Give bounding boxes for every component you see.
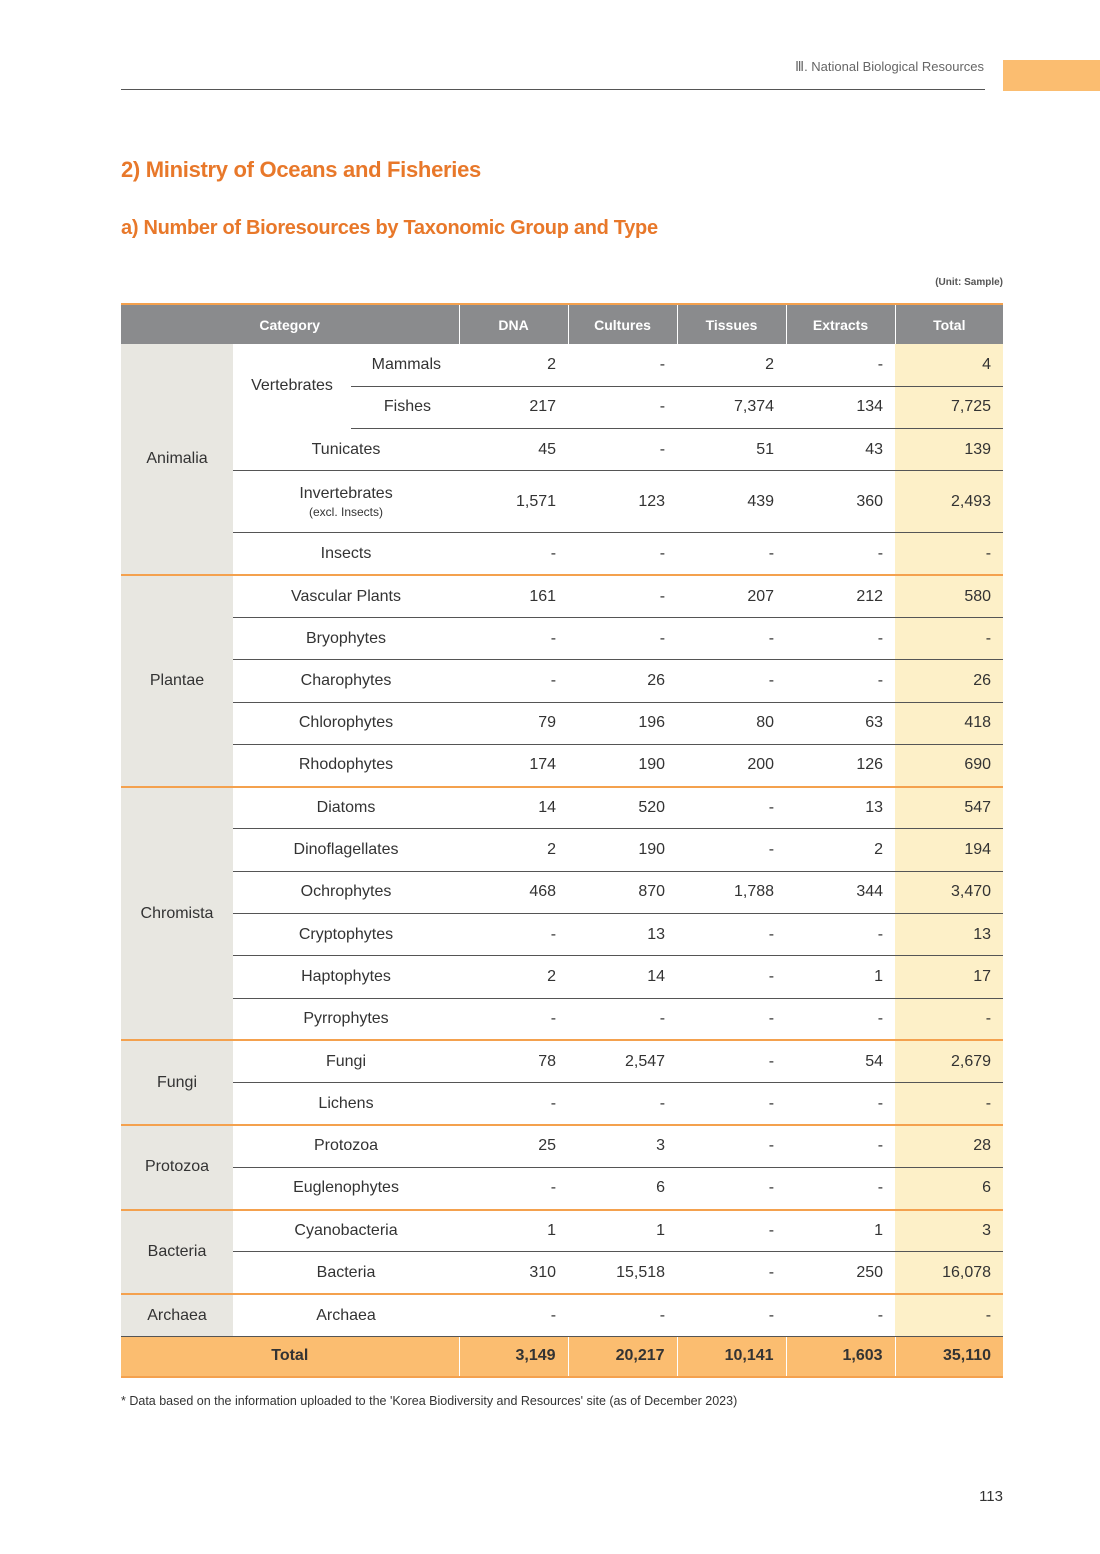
table-row xyxy=(121,1040,1003,1082)
cell-tissues: - xyxy=(677,1252,786,1294)
unit-note: (Unit: Sample) xyxy=(935,277,1003,288)
cell-tissues: - xyxy=(677,787,786,829)
cell-tissues: 7,374 xyxy=(677,386,786,428)
cell-total: 7,725 xyxy=(895,386,1003,428)
cell-total: 3 xyxy=(895,1210,1003,1252)
cell-cultures: 870 xyxy=(568,871,677,913)
cell-dna: 2 xyxy=(459,829,568,871)
table-title: a) Number of Bioresources by Taxonomic Group and Type xyxy=(121,217,658,239)
cell-extracts: 250 xyxy=(786,1252,895,1294)
page-number: 113 xyxy=(979,1488,1003,1505)
row-label-text: Invertebrates xyxy=(299,484,393,502)
cell-cultures: 13 xyxy=(568,914,677,956)
cell-cultures: 190 xyxy=(568,829,677,871)
header-tab-marker xyxy=(1003,60,1100,91)
cell-total: - xyxy=(895,1294,1003,1336)
cell-dna: - xyxy=(459,914,568,956)
col-header-cultures: Cultures xyxy=(568,304,677,344)
row-label: Dinoflagellates xyxy=(233,829,459,871)
cell-cultures: - xyxy=(568,617,677,659)
cell-total: 3,470 xyxy=(895,871,1003,913)
cell-cultures: - xyxy=(568,1083,677,1125)
kingdom-label: Animalia xyxy=(121,344,233,575)
total-tissues: 10,141 xyxy=(677,1337,786,1377)
cell-cultures: - xyxy=(568,1294,677,1336)
row-label: Fishes xyxy=(351,386,459,428)
col-header-category: Category xyxy=(121,304,459,344)
table-row xyxy=(121,1252,1003,1294)
cell-cultures: 190 xyxy=(568,744,677,786)
cell-dna: - xyxy=(459,1294,568,1336)
cell-dna: 217 xyxy=(459,386,568,428)
row-label: Tunicates xyxy=(233,429,459,471)
table-header-row xyxy=(121,304,1003,344)
cell-total: 690 xyxy=(895,744,1003,786)
cell-total: - xyxy=(895,617,1003,659)
cell-tissues: 51 xyxy=(677,429,786,471)
cell-total: 26 xyxy=(895,660,1003,702)
cell-dna: 2 xyxy=(459,956,568,998)
table-row xyxy=(121,660,1003,702)
cell-dna: - xyxy=(459,1083,568,1125)
cell-total: 2,679 xyxy=(895,1040,1003,1082)
row-label: Pyrrophytes xyxy=(233,998,459,1040)
cell-dna: 310 xyxy=(459,1252,568,1294)
row-label: Mammals xyxy=(351,344,459,386)
cell-dna: 161 xyxy=(459,575,568,617)
cell-extracts: - xyxy=(786,1125,895,1167)
cell-dna: - xyxy=(459,998,568,1040)
cell-total: 2,493 xyxy=(895,471,1003,533)
table-row xyxy=(121,471,1003,533)
total-dna: 3,149 xyxy=(459,1337,568,1377)
cell-dna: - xyxy=(459,533,568,575)
cell-cultures: 15,518 xyxy=(568,1252,677,1294)
cell-tissues: 80 xyxy=(677,702,786,744)
cell-tissues: - xyxy=(677,1125,786,1167)
cell-tissues: - xyxy=(677,660,786,702)
kingdom-label: Plantae xyxy=(121,575,233,786)
cell-cultures: - xyxy=(568,344,677,386)
table-row xyxy=(121,702,1003,744)
cell-extracts: 43 xyxy=(786,429,895,471)
footnote: * Data based on the information uploaded to the 'Korea Biodiversity and Resources' site (as of December 2023) xyxy=(121,1394,738,1408)
cell-cultures: - xyxy=(568,533,677,575)
cell-extracts: 1 xyxy=(786,956,895,998)
row-label: Euglenophytes xyxy=(233,1167,459,1209)
cell-dna: 1 xyxy=(459,1210,568,1252)
cell-dna: - xyxy=(459,660,568,702)
cell-total: 194 xyxy=(895,829,1003,871)
row-label: Bacteria xyxy=(233,1252,459,1294)
table-row xyxy=(121,344,1003,386)
cell-extracts: - xyxy=(786,998,895,1040)
row-label-note: (excl. Insects) xyxy=(309,504,384,519)
table-row xyxy=(121,914,1003,956)
cell-cultures: - xyxy=(568,998,677,1040)
col-header-tissues: Tissues xyxy=(677,304,786,344)
row-label: Bryophytes xyxy=(233,617,459,659)
col-header-dna: DNA xyxy=(459,304,568,344)
table-row xyxy=(121,1083,1003,1125)
cell-tissues: 200 xyxy=(677,744,786,786)
cell-tissues: - xyxy=(677,1040,786,1082)
row-label: Protozoa xyxy=(233,1125,459,1167)
kingdom-label: Chromista xyxy=(121,787,233,1041)
cell-tissues: - xyxy=(677,1210,786,1252)
cell-extracts: 126 xyxy=(786,744,895,786)
cell-tissues: - xyxy=(677,617,786,659)
total-total: 35,110 xyxy=(895,1337,1003,1377)
table-row xyxy=(121,617,1003,659)
cell-total: 139 xyxy=(895,429,1003,471)
cell-cultures: - xyxy=(568,429,677,471)
row-label: Insects xyxy=(233,533,459,575)
cell-total: 4 xyxy=(895,344,1003,386)
cell-cultures: 123 xyxy=(568,471,677,533)
cell-total: 418 xyxy=(895,702,1003,744)
kingdom-label: Bacteria xyxy=(121,1210,233,1295)
table-row xyxy=(121,829,1003,871)
cell-total: 16,078 xyxy=(895,1252,1003,1294)
cell-tissues: 207 xyxy=(677,575,786,617)
section-title: 2) Ministry of Oceans and Fisheries xyxy=(121,157,481,182)
cell-total: - xyxy=(895,533,1003,575)
table-row xyxy=(121,1167,1003,1209)
cell-tissues: - xyxy=(677,998,786,1040)
cell-tissues: - xyxy=(677,956,786,998)
cell-total: - xyxy=(895,998,1003,1040)
kingdom-label: Fungi xyxy=(121,1040,233,1125)
cell-total: 6 xyxy=(895,1167,1003,1209)
row-label: Cyanobacteria xyxy=(233,1210,459,1252)
kingdom-label: Archaea xyxy=(121,1294,233,1336)
cell-extracts: - xyxy=(786,1167,895,1209)
cell-cultures: 14 xyxy=(568,956,677,998)
cell-dna: 78 xyxy=(459,1040,568,1082)
row-label: Ochrophytes xyxy=(233,871,459,913)
cell-extracts: 344 xyxy=(786,871,895,913)
cell-total: 17 xyxy=(895,956,1003,998)
cell-extracts: 54 xyxy=(786,1040,895,1082)
row-label: Charophytes xyxy=(233,660,459,702)
cell-tissues: - xyxy=(677,914,786,956)
cell-extracts: 360 xyxy=(786,471,895,533)
cell-extracts: 212 xyxy=(786,575,895,617)
col-header-total: Total xyxy=(895,304,1003,344)
cell-extracts: 63 xyxy=(786,702,895,744)
cell-dna: - xyxy=(459,1167,568,1209)
row-label: Chlorophytes xyxy=(233,702,459,744)
total-extracts: 1,603 xyxy=(786,1337,895,1377)
header-rule xyxy=(121,89,985,90)
cell-extracts: - xyxy=(786,1083,895,1125)
cell-cultures: 2,547 xyxy=(568,1040,677,1082)
cell-cultures: 26 xyxy=(568,660,677,702)
running-header: Ⅲ. National Biological Resources xyxy=(795,59,984,74)
cell-extracts: 134 xyxy=(786,386,895,428)
total-label: Total xyxy=(121,1337,459,1377)
cell-cultures: - xyxy=(568,575,677,617)
cell-tissues: 1,788 xyxy=(677,871,786,913)
cell-dna: 1,571 xyxy=(459,471,568,533)
cell-cultures: - xyxy=(568,386,677,428)
col-header-extracts: Extracts xyxy=(786,304,895,344)
row-label: Diatoms xyxy=(233,787,459,829)
cell-dna: 25 xyxy=(459,1125,568,1167)
cell-tissues: 439 xyxy=(677,471,786,533)
cell-tissues: 2 xyxy=(677,344,786,386)
cell-extracts: - xyxy=(786,344,895,386)
cell-extracts: - xyxy=(786,533,895,575)
row-label: Vascular Plants xyxy=(233,575,459,617)
cell-extracts: 1 xyxy=(786,1210,895,1252)
row-label: Fungi xyxy=(233,1040,459,1082)
total-row xyxy=(121,1337,1003,1377)
cell-total: 28 xyxy=(895,1125,1003,1167)
cell-total: 580 xyxy=(895,575,1003,617)
table-row xyxy=(121,998,1003,1040)
kingdom-label: Protozoa xyxy=(121,1125,233,1210)
cell-extracts: - xyxy=(786,617,895,659)
bioresources-table xyxy=(121,303,1003,1378)
cell-dna: 14 xyxy=(459,787,568,829)
row-label: Haptophytes xyxy=(233,956,459,998)
total-cultures: 20,217 xyxy=(568,1337,677,1377)
cell-cultures: 6 xyxy=(568,1167,677,1209)
vertebrates-label: Vertebrates xyxy=(251,377,333,395)
cell-dna: 79 xyxy=(459,702,568,744)
cell-total: 13 xyxy=(895,914,1003,956)
cell-cultures: 196 xyxy=(568,702,677,744)
cell-dna: 2 xyxy=(459,344,568,386)
cell-cultures: 520 xyxy=(568,787,677,829)
table-row xyxy=(121,871,1003,913)
table-row xyxy=(121,787,1003,829)
table-row xyxy=(121,744,1003,786)
cell-dna: - xyxy=(459,617,568,659)
row-label: Cryptophytes xyxy=(233,914,459,956)
cell-dna: 468 xyxy=(459,871,568,913)
cell-dna: 45 xyxy=(459,429,568,471)
table-row xyxy=(121,956,1003,998)
row-label: Lichens xyxy=(233,1083,459,1125)
table-row xyxy=(121,1210,1003,1252)
table-row xyxy=(121,533,1003,575)
cell-cultures: 1 xyxy=(568,1210,677,1252)
row-label: Rhodophytes xyxy=(233,744,459,786)
table-row xyxy=(121,1294,1003,1336)
cell-tissues: - xyxy=(677,1083,786,1125)
row-label xyxy=(233,471,459,533)
cell-extracts: 13 xyxy=(786,787,895,829)
cell-total: 547 xyxy=(895,787,1003,829)
cell-extracts: - xyxy=(786,1294,895,1336)
table-row xyxy=(121,575,1003,617)
cell-tissues: - xyxy=(677,829,786,871)
cell-extracts: 2 xyxy=(786,829,895,871)
table-row xyxy=(121,429,1003,471)
cell-dna: 174 xyxy=(459,744,568,786)
cell-extracts: - xyxy=(786,660,895,702)
cell-cultures: 3 xyxy=(568,1125,677,1167)
cell-tissues: - xyxy=(677,1167,786,1209)
cell-total: - xyxy=(895,1083,1003,1125)
cell-tissues: - xyxy=(677,1294,786,1336)
row-label: Archaea xyxy=(233,1294,459,1336)
cell-tissues: - xyxy=(677,533,786,575)
table-row xyxy=(121,1125,1003,1167)
cell-extracts: - xyxy=(786,914,895,956)
